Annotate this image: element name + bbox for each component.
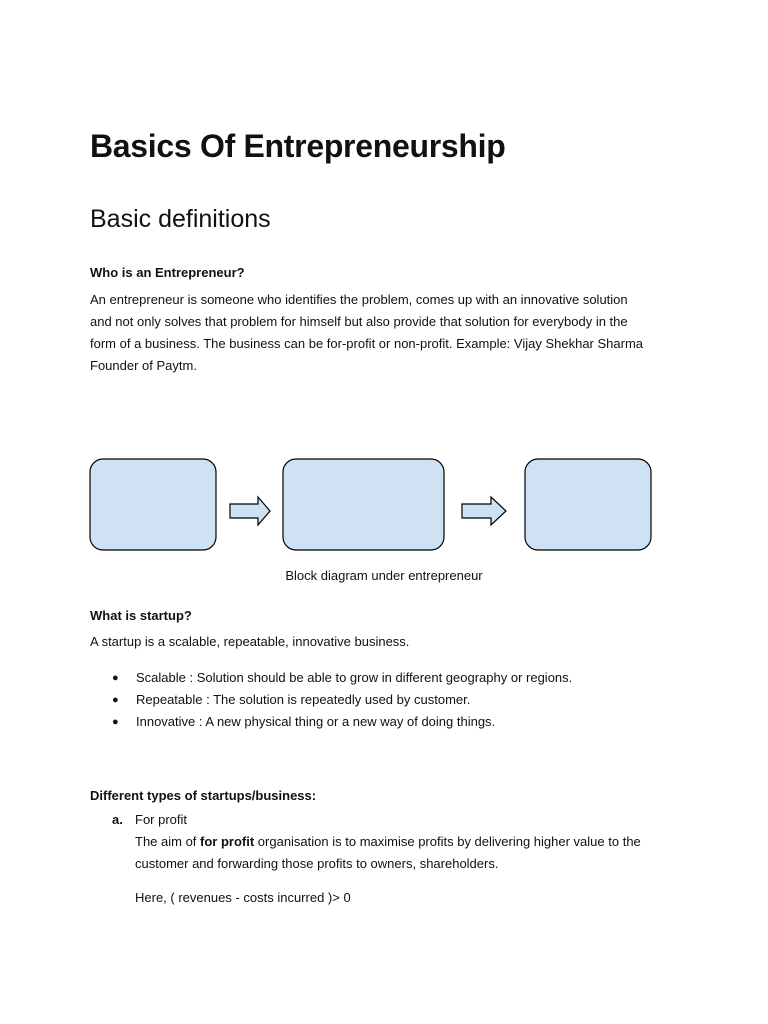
- diagram-arrow-1: [230, 497, 270, 525]
- startup-definition: A startup is a scalable, repeatable, innovative business.: [90, 634, 410, 649]
- bullet-icon: ●: [112, 694, 119, 706]
- for-profit-description-line-2: customer and forwarding those profits to owners, shareholders.: [135, 856, 499, 871]
- list-item-text: Scalable : Solution should be able to grow in different geography or regions.: [136, 670, 573, 685]
- list-item: [112, 667, 572, 689]
- list-item-text: Repeatable : The solution is repeatedly used by customer.: [136, 692, 471, 707]
- bullet-icon: ●: [112, 716, 119, 728]
- paragraph-line: form of a business. The business can be for-profit or non-profit. Example: Vijay Shekhar Sharma: [90, 336, 644, 351]
- entrepreneur-question-heading: Who is an Entrepreneur?: [90, 265, 245, 280]
- paragraph-line: and not only solves that problem for himself but also provide that solution for everybody in the: [90, 314, 628, 329]
- profit-formula: Here, ( revenues - costs incurred )> 0: [135, 890, 351, 905]
- diagram-box-2: [283, 459, 444, 550]
- diagram-box-3: [525, 459, 651, 550]
- diagram-caption: Block diagram under entrepreneur: [285, 568, 483, 583]
- list-item: [112, 689, 572, 711]
- paragraph-line: Founder of Paytm.: [90, 358, 197, 373]
- paragraph-line: An entrepreneur is someone who identifies the problem, comes up with an innovative solution: [90, 292, 628, 307]
- document-title: Basics Of Entrepreneurship: [90, 128, 506, 164]
- business-types-heading: Different types of startups/business:: [90, 788, 317, 803]
- list-item-text: Innovative : A new physical thing or a new way of doing things.: [136, 714, 496, 729]
- text-run: organisation is to maximise profits by delivering higher value to the: [254, 834, 641, 849]
- startup-traits-list: [112, 667, 572, 733]
- entrepreneur-definition-paragraph: [90, 289, 643, 377]
- diagram-box-1: [90, 459, 216, 550]
- for-profit-label: For profit: [135, 812, 188, 827]
- startup-question-heading: What is startup?: [90, 608, 192, 623]
- for-profit-description-line-1: [135, 834, 641, 849]
- diagram-arrow-2: [462, 497, 506, 525]
- section-heading: Basic definitions: [90, 205, 271, 233]
- text-run: The aim of: [135, 834, 201, 849]
- bold-term: for profit: [200, 834, 255, 849]
- list-item: [112, 711, 572, 733]
- entrepreneur-block-diagram: [88, 457, 656, 555]
- list-marker-a: a.: [112, 812, 123, 827]
- bullet-icon: ●: [112, 672, 119, 684]
